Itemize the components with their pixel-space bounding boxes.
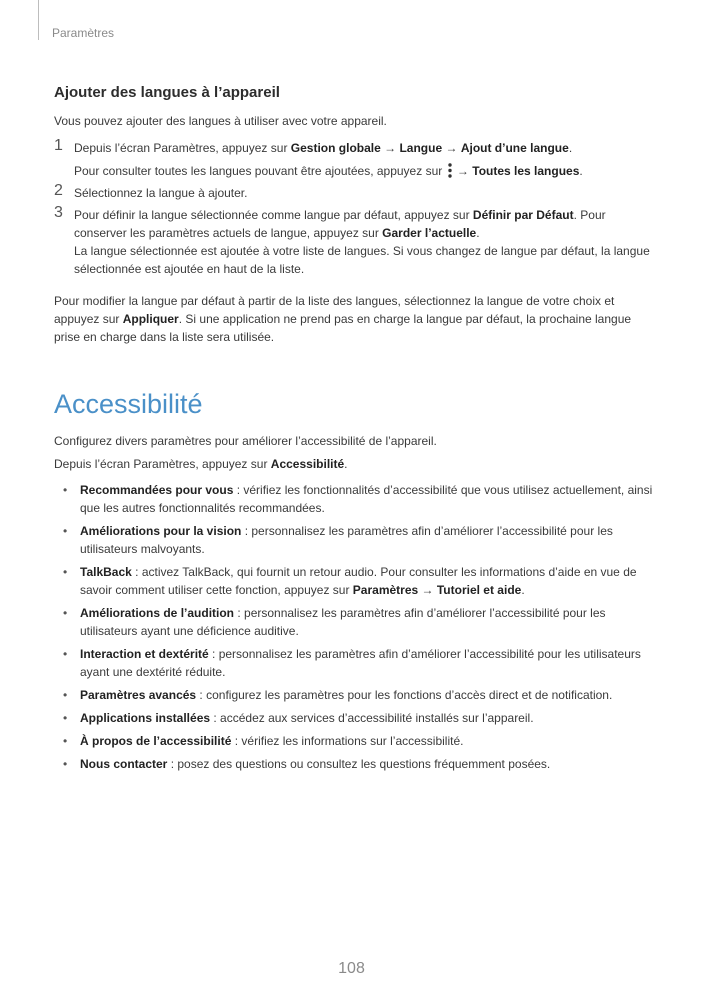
bullet-icon: •	[63, 711, 68, 725]
step-2-text: Sélectionnez la langue à ajouter.	[74, 186, 248, 200]
list-item: • Interaction et dextérité : personnalisez les paramètres afin d’améliorer l’accessibilité pour les utilisateurs ayant une dextérité réduite.	[63, 647, 641, 679]
option-term: Paramètres avancés	[80, 688, 197, 702]
more-options-icon	[447, 163, 453, 178]
step-2	[54, 184, 654, 202]
step-1	[54, 139, 654, 180]
header-section-label: Paramètres	[52, 26, 115, 40]
list-item: • Nous contacter : posez des questions ou consultez les questions fréquemment posées.	[63, 757, 551, 771]
list-item: • Améliorations pour la vision : personnalisez les paramètres afin d’améliorer l’accessibilité pour les utilisateurs malvoyants.	[63, 524, 613, 556]
list-item: • Améliorations de l’audition : personnalisez les paramètres afin d’améliorer l’accessibilité pour les utilisateurs ayant une déficience auditive.	[63, 606, 606, 638]
section-title-accessibility: Accessibilité	[54, 389, 203, 419]
step-number: 1	[54, 137, 63, 154]
menu-path-item: Définir par Défaut	[472, 208, 574, 222]
page-number: 108	[338, 960, 365, 977]
bullet-icon: •	[63, 565, 68, 579]
step-1-text: Depuis l’écran Paramètres, appuyez sur Gestion globale → Langue → Ajout d’une langue.	[74, 141, 573, 155]
bullet-icon: •	[63, 757, 68, 771]
menu-path-item: Langue	[399, 141, 443, 155]
step-1-subtext: Pour consulter toutes les langues pouvant être ajoutées, appuyez sur → Toutes les langues.	[74, 164, 583, 178]
accessibility-path: Depuis l’écran Paramètres, appuyez sur Accessibilité.	[54, 457, 348, 471]
menu-path-item: Paramètres	[352, 583, 419, 597]
menu-path-item: Ajout d’une langue	[460, 141, 569, 155]
list-item: • TalkBack : activez TalkBack, qui fournit un retour audio. Pour consulter les informations d’aide en vue de savoir comment utiliser cette fonction, appuyez sur Paramètres → Tutoriel et aide.	[63, 565, 637, 597]
step-number: 3	[54, 204, 63, 221]
header-rule	[38, 0, 39, 40]
option-term: À propos de l’accessibilité	[80, 734, 232, 748]
step-3-text: Pour définir la langue sélectionnée comme langue par défaut, appuyez sur Définir par Défaut. Pour conserver les paramètres actuels de langue, appuyez sur Garder l’actuelle.	[74, 208, 606, 240]
accessibility-options-list	[54, 481, 654, 773]
option-term: TalkBack	[80, 565, 132, 579]
menu-path-item: Accessibilité	[270, 457, 345, 471]
menu-path-item: Gestion globale	[290, 141, 381, 155]
menu-path-item: Appliquer	[122, 312, 179, 326]
list-item: • À propos de l’accessibilité : vérifiez les informations sur l’accessibilité.	[63, 734, 464, 748]
option-term: Nous contacter	[80, 757, 168, 771]
bullet-icon: •	[63, 483, 68, 497]
option-term: Interaction et dextérité	[80, 647, 209, 661]
list-item: • Paramètres avancés : configurez les paramètres pour les fonctions d’accès direct et de notification.	[63, 688, 613, 702]
step-number: 2	[54, 182, 63, 199]
default-language-paragraph: Pour modifier la langue par défaut à partir de la liste des langues, sélectionnez la langue de votre choix et appuyez sur Appliquer. Si une application ne prend pas en charge la langue par défaut, la prochaine langue prise en charge dans la liste sera utilisée.	[54, 294, 632, 344]
step-3-note: La langue sélectionnée est ajoutée à votre liste de langues. Si vous changez de langue par défaut, la langue sélectionnée est ajoutée en haut de la liste.	[74, 244, 650, 276]
bullet-icon: •	[63, 606, 68, 620]
bullet-icon: •	[63, 734, 68, 748]
languages-intro: Vous pouvez ajouter des langues à utiliser avec votre appareil.	[54, 114, 387, 128]
bullet-icon: •	[63, 688, 68, 702]
option-term: Améliorations de l’audition	[80, 606, 235, 620]
menu-path-item: Garder l’actuelle	[382, 226, 477, 240]
option-term: Applications installées	[80, 711, 211, 725]
list-item: • Applications installées : accédez aux services d’accessibilité installés sur l’appareil.	[63, 711, 534, 725]
list-item: • Recommandées pour vous : vérifiez les fonctionnalités d’accessibilité que vous utilisez actuellement, ainsi que les autres fonctionnalités recommandées.	[63, 483, 653, 515]
menu-path-item: Tutoriel et aide	[436, 583, 522, 597]
menu-path-item: Toutes les langues	[472, 164, 580, 178]
step-3	[54, 206, 654, 278]
option-term: Améliorations pour la vision	[80, 524, 242, 538]
option-term: Recommandées pour vous	[80, 483, 234, 497]
bullet-icon: •	[63, 524, 68, 538]
page-content	[54, 83, 654, 778]
section-title-languages: Ajouter des langues à l’appareil	[54, 84, 280, 101]
accessibility-intro: Configurez divers paramètres pour améliorer l’accessibilité de l’appareil.	[54, 434, 437, 448]
bullet-icon: •	[63, 647, 68, 661]
